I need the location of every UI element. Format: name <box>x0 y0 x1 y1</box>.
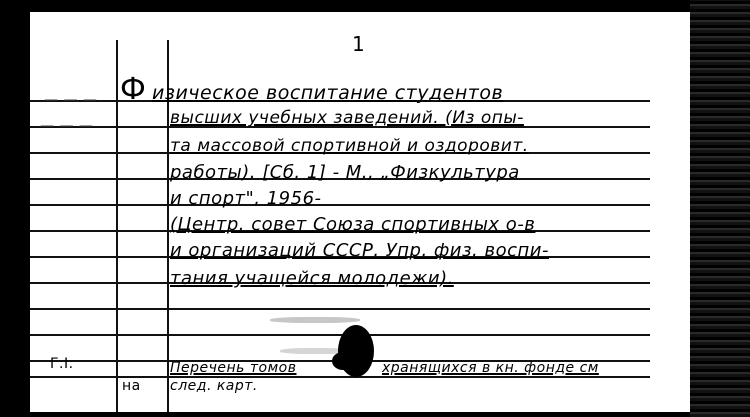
footer-code: Г.I. <box>50 356 74 372</box>
text-line-6: (Центр. совет Союза спортивных о-в <box>170 214 536 235</box>
footer-text-2: след. карт. <box>170 378 258 394</box>
catalog-card <box>30 12 690 412</box>
text-line-7: и организаций СССР. Упр. физ. воспи- <box>170 240 549 261</box>
ink-blot <box>332 352 354 370</box>
footer-text-b: хранящихся в кн. фонде см <box>382 360 599 376</box>
footer-text-a: Перечень томов <box>170 360 297 376</box>
faint-stamp-mark <box>270 317 360 323</box>
footer-prefix: на <box>122 378 141 394</box>
subject-letter: Ф <box>120 72 147 107</box>
margin-line-left <box>116 40 118 412</box>
text-line-2: высших учебных заведений. (Из опы- <box>170 108 524 128</box>
scan-border-left <box>0 0 30 417</box>
rule-line <box>30 308 650 310</box>
margin-scribble: — — — <box>44 92 98 108</box>
scan-border-right <box>690 0 750 417</box>
text-line-1: изическое воспитание студентов <box>152 82 504 104</box>
text-line-8: тания учащейся молодежи). <box>170 268 454 289</box>
text-line-5: и спорт", 1956- <box>170 188 322 209</box>
rule-line <box>30 204 650 206</box>
page-number: 1 <box>352 32 366 56</box>
text-line-3: та массовой спортивной и оздоровит. <box>170 136 529 156</box>
margin-scribble: — — — <box>40 118 94 134</box>
text-line-4: работы). [Сб. 1] - М., „Физкультура <box>170 162 520 183</box>
